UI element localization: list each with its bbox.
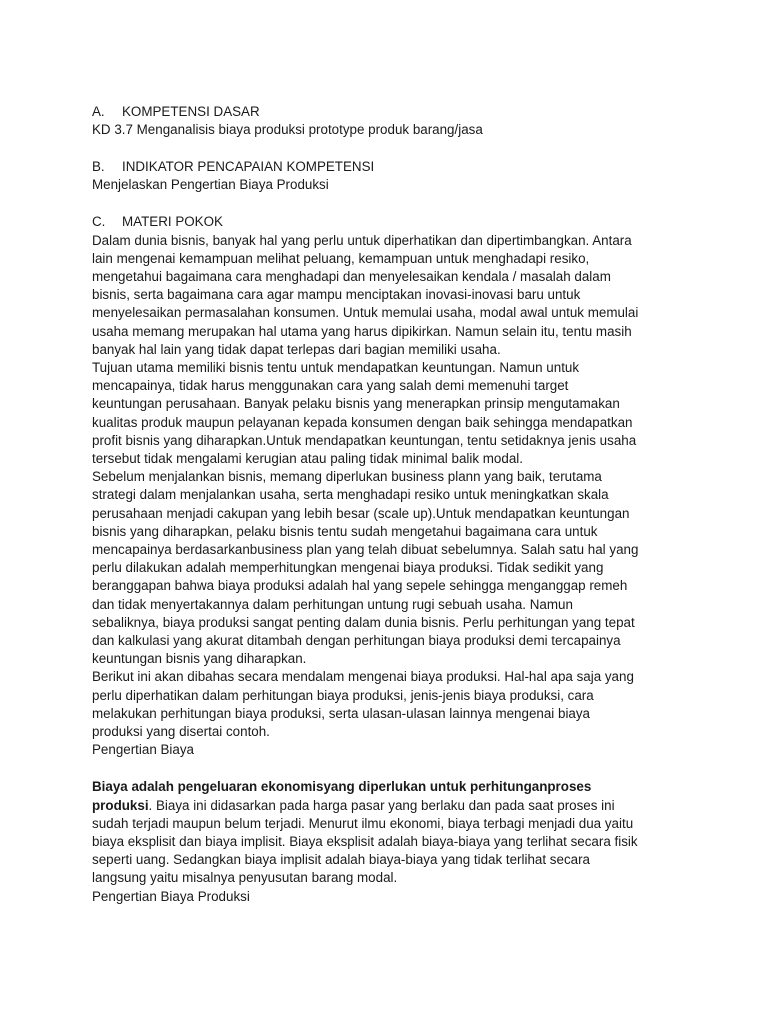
definition-paragraph <box>92 778 682 887</box>
text-line: biaya eksplisit dan biaya implisit. Biaya eksplisit adalah biaya-biaya yang terlihat secara fisik <box>92 833 638 849</box>
text-line: keuntungan bisnis yang diharapkan. <box>92 651 307 667</box>
text-line: mencapainya, tidak harus menggunakan cara yang salah demi memenuhi target <box>92 378 569 394</box>
section-b-title: INDIKATOR PENCAPAIAN KOMPETENSI <box>122 159 375 175</box>
text-line: menyelesaikan permasalahan konsumen. Untuk memulai usaha, modal awal untuk memulai <box>92 305 639 321</box>
text-line: perlu dilakukan adalah memperhitungkan mengenai biaya produksi. Tidak sedikit yang <box>92 560 604 576</box>
section-b-letter: B. <box>92 159 105 175</box>
text-line: melakukan perhitungan biaya produksi, serta ulasan-ulasan lainnya mengenai biaya <box>92 705 591 721</box>
text-line: kualitas produk maupun pelayanan kepada konsumen dengan baik sehingga mendapatkan <box>92 414 633 430</box>
text-line: keuntungan perusahaan. Banyak pelaku bisnis yang menerapkan prinsip mengutamakan <box>92 396 620 412</box>
paragraph-3 <box>92 468 682 668</box>
paragraph-1 <box>92 232 682 359</box>
text-line: Dalam dunia bisnis, banyak hal yang perlu untuk diperhatikan dan dipertimbangkan. Antara <box>92 232 632 248</box>
text-line: sudah terjadi maupun belum terjadi. Menurut ilmu ekonomi, biaya terbagi menjadi dua yaitu <box>92 815 634 831</box>
document-page <box>92 103 682 906</box>
spacer <box>92 139 682 158</box>
section-c-letter: C. <box>92 214 106 230</box>
text-line: mencapainya berdasarkanbusiness plan yang telah dibuat sebelumnya. Salah satu hal yang <box>92 542 639 558</box>
section-b-heading <box>92 158 682 176</box>
text-line: lain mengenai kemampuan melihat peluang, kemampuan untuk menghadapi resiko, <box>92 250 590 266</box>
text-line: Sebelum menjalankan bisnis, memang diperlukan business plann yang baik, terutama <box>92 469 602 485</box>
text-line: seperti uang. Sedangkan biaya implisit adalah biaya-biaya yang tidak terlihat secara <box>92 852 590 868</box>
definition-bold-line: Biaya adalah pengeluaran ekonomisyang diperlukan untuk perhitunganproses <box>92 779 592 795</box>
text-line: bisnis yang diharapkan, pelaku bisnis tentu sudah mengetahui bagaimana cara untuk <box>92 523 598 539</box>
text-line: banyak hal lain yang tidak dapat terlepas dari bagian memiliki usaha. <box>92 341 501 357</box>
text-line: profit bisnis yang diharapkan.Untuk mendapatkan keuntungan, tentu setidaknya jenis usaha <box>92 432 637 448</box>
text-line: beranggapan bahwa biaya produksi adalah hal yang sepele sehingga menganggap remeh <box>92 578 628 594</box>
text-line: produksi yang disertai contoh. <box>92 724 270 740</box>
spacer <box>92 760 682 779</box>
definition-rest: . Biaya ini didasarkan pada harga pasar yang berlaku dan pada saat proses ini <box>148 797 615 813</box>
text-line: strategi dalam menjalankan usaha, serta menghadapi resiko untuk meningkatkan skala <box>92 487 609 503</box>
text-line: sebaliknya, biaya produksi sangat penting dalam dunia bisnis. Perlu perhitungan yang tepat <box>92 614 635 630</box>
section-a-heading <box>92 103 682 121</box>
section-c-title: MATERI POKOK <box>122 214 223 230</box>
section-b-text: Menjelaskan Pengertian Biaya Produksi <box>92 177 329 193</box>
section-a-text: KD 3.7 Menganalisis biaya produksi prototype produk barang/jasa <box>92 122 483 138</box>
spacer <box>92 195 682 214</box>
section-a-letter: A. <box>92 104 105 119</box>
text-line: Tujuan utama memiliki bisnis tentu untuk mendapatkan keuntungan. Namun untuk <box>92 360 580 376</box>
text-line: mengetahui bagaimana cara menghadapi dan menyelesaikan kendala / masalah dalam <box>92 269 611 285</box>
text-line: dan tidak menyertakannya dalam perhitungan untung rugi sebuah usaha. Namun <box>92 596 573 612</box>
text-line: tersebut tidak mengalami kerugian atau paling tidak minimal balik modal. <box>92 451 523 467</box>
text-line: Berikut ini akan dibahas secara mendalam mengenai biaya produksi. Hal-hal apa saja yang <box>92 669 634 685</box>
section-a-title: KOMPETENSI DASAR <box>122 104 260 119</box>
subheading-pengertian-biaya: Pengertian Biaya <box>92 742 194 758</box>
text-line: bisnis, serta bagaimana cara agar mampu menciptakan inovasi-inovasi baru untuk <box>92 287 581 303</box>
text-line: usaha memang merupakan hal utama yang harus dipikirkan. Namun selain itu, tentu masih <box>92 323 632 339</box>
text-line: dan kalkulasi yang akurat ditambah dengan perhitungan biaya produksi demi tercapainya <box>92 633 621 649</box>
definition-line-2 <box>92 797 682 815</box>
text-line: perusahaan menjadi cakupan yang lebih besar (scale up).Untuk mendapatkan keuntungan <box>92 505 630 521</box>
definition-bold-term: produksi <box>92 797 149 813</box>
paragraph-4 <box>92 668 682 741</box>
text-line: langsung yaitu misalnya penyusutan barang modal. <box>92 870 398 886</box>
subheading-pengertian-biaya-produksi: Pengertian Biaya Produksi <box>92 888 250 904</box>
section-c-heading <box>92 213 682 231</box>
paragraph-2 <box>92 359 682 468</box>
text-line: perlu diperhatikan dalam perhitungan biaya produksi, jenis-jenis biaya produksi, cara <box>92 687 594 703</box>
